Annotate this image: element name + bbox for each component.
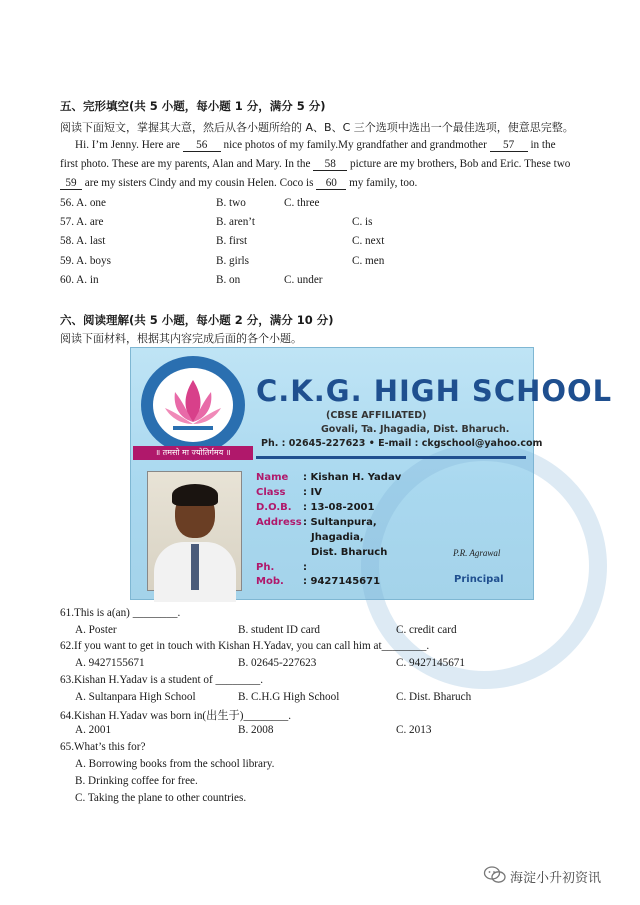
q56-option-c: C. three xyxy=(284,197,320,209)
value-dob: : 13-08-2001 xyxy=(303,502,375,513)
q57-option-c: C. is xyxy=(352,216,373,228)
lotus-icon xyxy=(153,368,233,442)
passage-text: in the xyxy=(530,139,556,151)
q63-option-b: B. C.H.G High School xyxy=(238,691,340,703)
q64-stem: 64.Kishan H.Yadav was born in(出生于)________. xyxy=(60,710,291,722)
passage-text: nice photos of my family.My grandfather and grandmother xyxy=(223,139,487,151)
q63-option-c: C. Dist. Bharuch xyxy=(396,691,472,703)
q58-option-c: C. next xyxy=(352,235,385,247)
blank-59: 59 xyxy=(60,177,82,190)
q59-option-c: C. men xyxy=(352,255,385,267)
section5-instruction: 阅读下面短文，掌握其大意，然后从各小题所给的 A、B、C 三个选项中选出一个最佳选项，使意思完整。 xyxy=(60,121,574,134)
q56-option-a: 56. A. one xyxy=(60,197,106,209)
q59-option-b: B. girls xyxy=(216,255,249,267)
q65-option-b: B. Drinking coffee for free. xyxy=(75,775,198,787)
logo-inner xyxy=(153,368,233,442)
header-divider xyxy=(256,456,526,459)
q57-option-b: B. aren’t xyxy=(216,216,255,228)
label-address: Address xyxy=(256,517,302,528)
label-name: Name xyxy=(256,472,289,483)
q62-option-c: C. 9427145671 xyxy=(396,657,465,669)
passage-line-1 xyxy=(75,139,556,152)
school-motto: ॥ तमसो मा ज्योतिर्गमय ॥ xyxy=(133,446,253,460)
section5-title: 五、完形填空(共 5 小题，每小题 1 分，满分 5 分) xyxy=(60,99,326,113)
value-address-3: Dist. Bharuch xyxy=(311,547,388,558)
q56-option-b: B. two xyxy=(216,197,246,209)
q65-option-a: A. Borrowing books from the school library. xyxy=(75,758,275,770)
photo-hair xyxy=(172,484,218,506)
value-mob: : 9427145671 xyxy=(303,576,381,587)
school-affiliation: (CBSE AFFILIATED) xyxy=(326,410,427,421)
blank-56: 56 xyxy=(183,139,221,152)
q62-stem: 62.If you want to get in touch with Kishan H.Yadav, you can call him at________. xyxy=(60,640,430,652)
q61-option-b: B. student ID card xyxy=(238,624,321,636)
value-name: : Kishan H. Yadav xyxy=(303,472,402,483)
q64-option-b: B. 2008 xyxy=(238,724,274,736)
q61-stem: 61.This is a(an) ________. xyxy=(60,607,181,619)
label-mob: Mob. xyxy=(256,576,284,587)
photo-tie xyxy=(191,544,199,590)
school-contact: Ph. : 02645-227623 • E-mail : ckgschool@yahoo.com xyxy=(261,438,543,449)
footer-account-name: 海淀小升初资讯 xyxy=(510,871,602,886)
q65-option-c: C. Taking the plane to other countries. xyxy=(75,792,247,804)
q59-option-a: 59. A. boys xyxy=(60,255,111,267)
q63-stem: 63.Kishan H.Yadav is a student of ________. xyxy=(60,674,264,686)
q61-option-a: A. Poster xyxy=(75,624,117,636)
passage-text: are my sisters Cindy and my cousin Helen. Coco is xyxy=(84,177,314,189)
blank-57: 57 xyxy=(490,139,528,152)
value-address-2: Jhagadia, xyxy=(311,532,364,543)
value-address-1: : Sultanpura, xyxy=(303,517,377,528)
value-class: : IV xyxy=(303,487,322,498)
passage-text: first photo. These are my parents, Alan and Mary. In the xyxy=(60,158,311,170)
principal-signature: P.R. Agrawal xyxy=(453,548,501,558)
q60-option-b: B. on xyxy=(216,274,241,286)
passage-line-3 xyxy=(60,177,417,190)
q62-option-b: B. 02645-227623 xyxy=(238,657,317,669)
section6-instruction: 阅读下面材料，根据其内容完成后面的各个小题。 xyxy=(60,332,302,345)
principal-label: Principal xyxy=(454,574,504,585)
blank-58: 58 xyxy=(313,158,347,171)
school-address: Govali, Ta. Jhagadia, Dist. Bharuch. xyxy=(321,424,510,435)
wechat-icon xyxy=(484,866,506,884)
section6-title: 六、阅读理解(共 5 小题，每小题 2 分，满分 10 分) xyxy=(60,313,334,327)
student-photo xyxy=(147,471,242,591)
q58-option-a: 58. A. last xyxy=(60,235,106,247)
label-class: Class xyxy=(256,487,286,498)
q64-option-c: C. 2013 xyxy=(396,724,432,736)
q57-option-a: 57. A. are xyxy=(60,216,104,228)
blank-60: 60 xyxy=(316,177,346,190)
q60-option-c: C. under xyxy=(284,274,323,286)
passage-line-2 xyxy=(60,158,570,171)
q61-option-c: C. credit card xyxy=(396,624,457,636)
q62-option-a: A. 9427155671 xyxy=(75,657,145,669)
passage-text: picture are my brothers, Bob and Eric. These two xyxy=(350,158,571,170)
q64-option-a: A. 2001 xyxy=(75,724,112,736)
q58-option-b: B. first xyxy=(216,235,248,247)
label-ph: Ph. xyxy=(256,562,275,573)
q60-option-a: 60. A. in xyxy=(60,274,99,286)
student-id-card xyxy=(130,347,613,600)
value-ph: : xyxy=(303,562,307,573)
school-name: C.K.G. HIGH SCHOOL xyxy=(256,374,613,408)
q63-option-a: A. Sultanpara High School xyxy=(75,691,196,703)
q65-stem: 65.What’s this for? xyxy=(60,741,146,753)
passage-text: my family, too. xyxy=(349,177,418,189)
passage-text: Hi. I’m Jenny. Here are xyxy=(75,139,180,151)
school-logo xyxy=(141,356,245,454)
label-dob: D.O.B. xyxy=(256,502,292,513)
